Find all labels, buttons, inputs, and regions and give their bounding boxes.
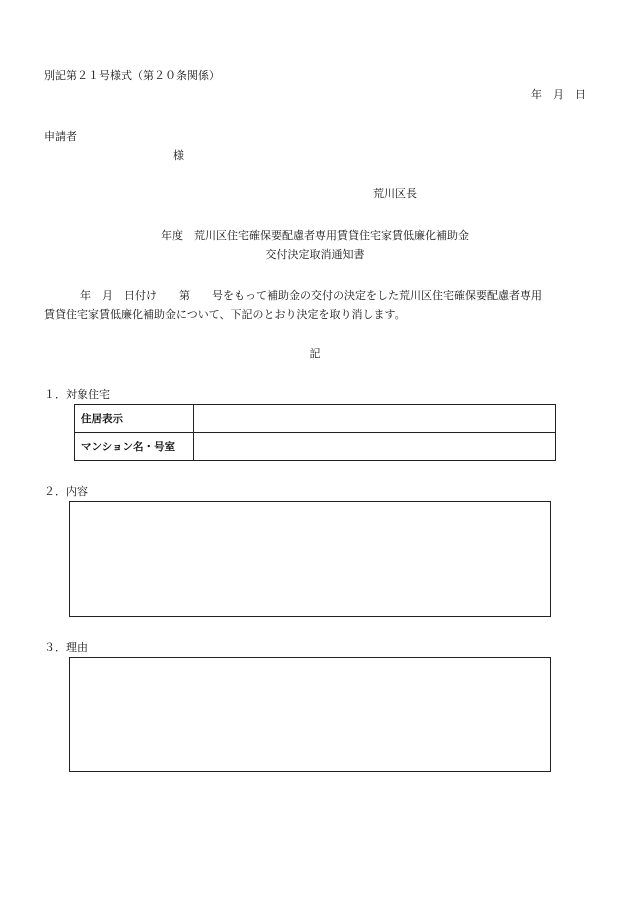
document-title-line2: 交付決定取消通知書 [265,248,365,261]
body-text-line1: 年 月 日付け 第 号をもって補助金の交付の決定をした荒川区住宅確保要配慮者専用 [80,289,542,302]
ki-heading: 記 [309,347,321,360]
body-text-line2: 賃貸住宅家賃低廉化補助金について、下記のとおり決定を取り消します。 [44,308,406,321]
mansion-room-field[interactable] [194,433,556,461]
address-label: 住居表示 [75,405,194,433]
table-row [75,405,556,433]
mansion-room-label: マンション名・号室 [75,433,194,461]
address-field[interactable] [194,405,556,433]
section2-heading: ２．内容 [44,485,88,498]
section3-heading: ３．理由 [44,641,88,654]
content-box[interactable] [69,501,551,617]
document-title-line1: 年度 荒川区住宅確保要配慮者専用賃貸住宅家賃低廉化補助金 [161,229,469,242]
applicant-label: 申請者 [44,130,77,143]
target-housing-table [74,404,556,461]
reason-box[interactable] [69,657,551,772]
section1-heading: １．対象住宅 [44,388,110,401]
honorific-sama: 様 [173,149,184,162]
form-id: 別記第２１号様式（第２０条関係） [44,69,220,82]
issuer-name: 荒川区長 [373,187,417,200]
issue-date: 年 月 日 [531,88,586,101]
table-row [75,433,556,461]
